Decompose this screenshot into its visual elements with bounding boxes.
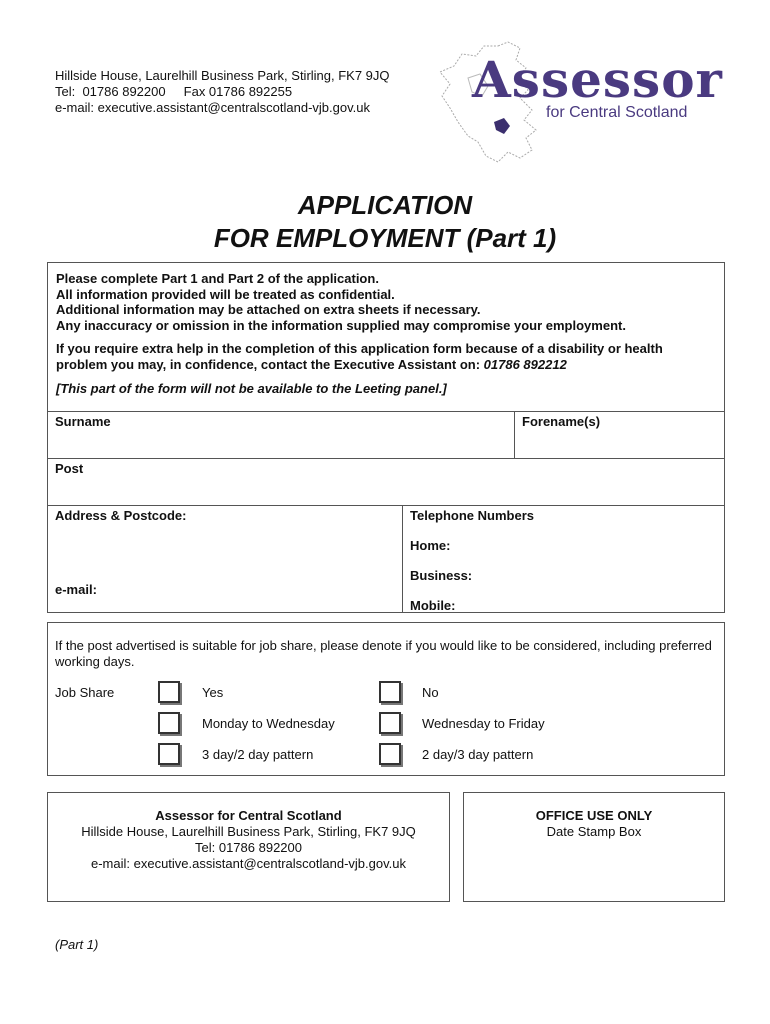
instruction-line: Please complete Part 1 and Part 2 of the application. [56, 271, 379, 286]
forenames-label: Forename(s) [522, 414, 601, 429]
wednesday-to-friday-checkbox[interactable] [379, 712, 401, 734]
office-use-box [463, 792, 725, 902]
date-stamp-label: Date Stamp Box [546, 824, 642, 839]
address-label: Address & Postcode: [55, 508, 187, 523]
help-text [56, 341, 716, 372]
no-checkbox[interactable] [379, 681, 401, 703]
header-email: e-mail: executive.assistant@centralscotland-vjb.gov.uk [55, 100, 370, 115]
three-two-pattern-checkbox[interactable] [158, 743, 180, 765]
footer-email: e-mail: executive.assistant@centralscotland-vjb.gov.uk [91, 856, 406, 871]
help-text-body: If you require extra help in the completion of this application form because of a disability or health problem you may, in confidence, contact the Executive Assistant on: [56, 341, 663, 372]
page-title-line2: FOR EMPLOYMENT (Part 1) [213, 223, 557, 253]
home-phone-label: Home: [410, 538, 451, 553]
two-three-pattern-checkbox[interactable] [379, 743, 401, 765]
instruction-line: Any inaccuracy or omission in the information supplied may compromise your employment. [56, 317, 626, 333]
telephone-label: Telephone Numbers [410, 508, 535, 523]
post-label: Post [55, 461, 84, 476]
part-label: (Part 1) [55, 937, 99, 952]
post-field[interactable] [47, 458, 725, 506]
email-label: e-mail: [55, 582, 97, 597]
page-title-line1: APPLICATION [297, 190, 473, 220]
logo-name: Assessor [472, 50, 723, 109]
assessor-logo [428, 38, 723, 173]
header-address: Hillside House, Laurelhill Business Park, Stirling, FK7 9JQ [55, 68, 390, 83]
logo-subtitle: for Central Scotland [546, 104, 688, 121]
header-address-block [55, 68, 390, 116]
footer-org: Assessor for Central Scotland [155, 808, 342, 823]
monday-to-wednesday-label: Monday to Wednesday [202, 716, 335, 731]
footer-tel: Tel: 01786 892200 [195, 840, 302, 855]
confidential-note: [This part of the form will not be available to the Leeting panel.] [56, 381, 447, 396]
monday-to-wednesday-checkbox[interactable] [158, 712, 180, 734]
surname-field[interactable] [47, 411, 515, 459]
address-field[interactable] [47, 505, 403, 613]
wednesday-to-friday-label: Wednesday to Friday [422, 716, 545, 731]
instruction-line: Additional information may be attached on extra sheets if necessary. [56, 302, 481, 317]
help-phone: 01786 892212 [483, 356, 567, 372]
return-address-box [47, 792, 450, 902]
surname-label: Surname [55, 414, 111, 429]
job-share-section [47, 622, 725, 776]
forenames-field[interactable] [514, 411, 725, 459]
yes-label: Yes [202, 685, 224, 700]
telephone-field[interactable] [402, 505, 725, 613]
header-tel-fax: Tel: 01786 892200 Fax 01786 892255 [55, 84, 293, 99]
yes-checkbox[interactable] [158, 681, 180, 703]
job-share-label: Job Share [55, 685, 115, 700]
no-label: No [422, 685, 439, 700]
business-phone-label: Business: [410, 568, 473, 583]
instruction-line: All information provided will be treated as confidential. [56, 286, 395, 302]
instructions-box [47, 262, 725, 412]
two-three-pattern-label: 2 day/3 day pattern [422, 747, 534, 762]
three-two-pattern-label: 3 day/2 day pattern [202, 747, 314, 762]
office-use-title: OFFICE USE ONLY [535, 808, 653, 823]
job-share-intro: If the post advertised is suitable for job share, please denote if you would like to be considered, including preferred working days. [55, 638, 712, 669]
mobile-phone-label: Mobile: [410, 598, 456, 613]
footer-address: Hillside House, Laurelhill Business Park, Stirling, FK7 9JQ [81, 824, 416, 839]
